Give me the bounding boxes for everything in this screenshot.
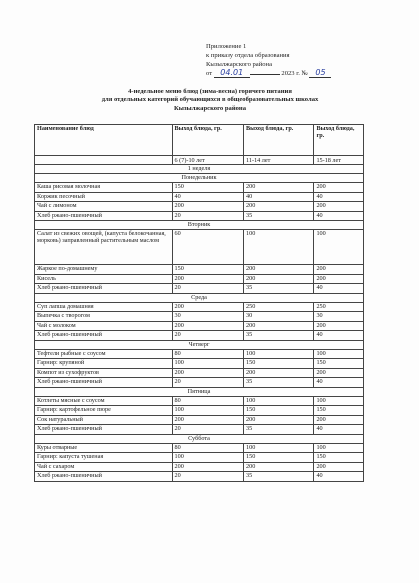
appendix-line-3: Кызылжарского района [206, 61, 273, 68]
portion-11-14-cell: 35 [244, 331, 314, 341]
date-prefix: от [206, 70, 213, 77]
day-row [35, 340, 364, 349]
portion-11-14-cell: 100 [244, 349, 314, 359]
dish-name-cell: Выпечка с творогом [35, 312, 173, 322]
portion-15-18-cell: 250 [314, 302, 364, 312]
dish-name-cell: Хлеб ржано-пшеничный [35, 211, 173, 221]
header-output-3: Выход блюда, гр. [314, 125, 364, 156]
dish-name-cell: Гарнир: капуста тушеная [35, 453, 173, 463]
table-row [35, 396, 364, 406]
title-line-1: 4-недельное меню блюд (зима-весна) горячего питания [128, 88, 292, 95]
portion-15-18-cell: 40 [314, 331, 364, 341]
portion-6-10-cell: 20 [172, 331, 244, 341]
portion-15-18-cell: 200 [314, 274, 364, 284]
table-row [35, 425, 364, 435]
menu-table [34, 124, 364, 482]
portion-6-10-cell: 100 [172, 359, 244, 369]
table-row [35, 192, 364, 202]
dish-name-cell: Чай с молоком [35, 321, 173, 331]
day-label: Четверг [35, 340, 364, 349]
table-row [35, 406, 364, 416]
title-line-2: для отдельных категорий обучающихся в общеобразовательных школах [101, 96, 319, 104]
week-row [35, 165, 364, 174]
portion-11-14-cell: 200 [244, 462, 314, 472]
table-row [35, 302, 364, 312]
portion-15-18-cell: 150 [314, 359, 364, 369]
year-number-text: 2023 г. № [281, 70, 308, 77]
table-row [35, 453, 364, 463]
age-cell-1: 6 (7)-10 лет [172, 156, 244, 165]
day-row [35, 174, 364, 183]
table-row [35, 321, 364, 331]
day-row [35, 434, 364, 443]
portion-11-14-cell: 200 [244, 202, 314, 212]
portion-11-14-cell: 100 [244, 396, 314, 406]
table-row [35, 415, 364, 425]
table-row [35, 349, 364, 359]
portion-11-14-cell: 200 [244, 415, 314, 425]
portion-15-18-cell: 100 [314, 349, 364, 359]
portion-6-10-cell: 20 [172, 378, 244, 388]
table-row [35, 443, 364, 453]
portion-6-10-cell: 100 [172, 406, 244, 416]
portion-15-18-cell: 40 [314, 192, 364, 202]
portion-11-14-cell: 35 [244, 425, 314, 435]
portion-11-14-cell: 200 [244, 274, 314, 284]
dish-name-cell: Коржик песочный [35, 192, 173, 202]
dish-name-cell: Каша рисовая молочная [35, 183, 173, 193]
table-row [35, 462, 364, 472]
date-blank [250, 74, 280, 75]
portion-15-18-cell: 200 [314, 415, 364, 425]
portion-6-10-cell: 60 [172, 230, 244, 265]
portion-11-14-cell: 200 [244, 321, 314, 331]
portion-15-18-cell: 200 [314, 462, 364, 472]
portion-6-10-cell: 150 [172, 183, 244, 193]
portion-11-14-cell: 250 [244, 302, 314, 312]
portion-6-10-cell: 200 [172, 368, 244, 378]
table-row [35, 312, 364, 322]
portion-15-18-cell: 100 [314, 230, 364, 265]
appendix-line-2: к приказу отдела образования [206, 52, 290, 59]
portion-6-10-cell: 150 [172, 265, 244, 275]
portion-11-14-cell: 200 [244, 265, 314, 275]
portion-6-10-cell: 80 [172, 349, 244, 359]
portion-6-10-cell: 200 [172, 202, 244, 212]
portion-15-18-cell: 40 [314, 425, 364, 435]
portion-6-10-cell: 100 [172, 453, 244, 463]
portion-6-10-cell: 80 [172, 396, 244, 406]
portion-11-14-cell: 35 [244, 378, 314, 388]
dish-name-cell: Хлеб ржано-пшеничный [35, 425, 173, 435]
dish-name-cell: Тефтели рыбные с соусом [35, 349, 173, 359]
portion-15-18-cell: 200 [314, 368, 364, 378]
appendix-block [206, 42, 331, 78]
day-label: Понедельник [35, 174, 364, 183]
portion-15-18-cell: 150 [314, 453, 364, 463]
dish-name-cell: Хлеб ржано-пшеничный [35, 284, 173, 294]
portion-15-18-cell: 200 [314, 183, 364, 193]
day-row [35, 221, 364, 230]
day-label: Среда [35, 293, 364, 302]
table-row [35, 274, 364, 284]
table-row [35, 368, 364, 378]
dish-name-cell: Чай с сахаром [35, 462, 173, 472]
portion-15-18-cell: 40 [314, 472, 364, 482]
dish-name-cell: Жаркое по-домашнему [35, 265, 173, 275]
portion-15-18-cell: 40 [314, 378, 364, 388]
document-title [30, 88, 390, 113]
portion-15-18-cell: 100 [314, 443, 364, 453]
portion-6-10-cell: 20 [172, 472, 244, 482]
dish-name-cell: Гарнир: картофельное пюре [35, 406, 173, 416]
week-label: 1 неделя [35, 165, 364, 174]
dish-name-cell: Хлеб ржано-пшеничный [35, 472, 173, 482]
header-dish-name: Наименование блюд [35, 125, 173, 156]
portion-11-14-cell: 30 [244, 312, 314, 322]
portion-6-10-cell: 20 [172, 284, 244, 294]
portion-6-10-cell: 30 [172, 312, 244, 322]
portion-11-14-cell: 35 [244, 284, 314, 294]
dish-name-cell: Гарнир: крупяной [35, 359, 173, 369]
dish-name-cell: Сок натуральный [35, 415, 173, 425]
dish-name-cell: Суп лапша домашняя [35, 302, 173, 312]
portion-15-18-cell: 40 [314, 284, 364, 294]
dish-name-cell: Кисель [35, 274, 173, 284]
handwritten-date: 04.01 [214, 69, 250, 78]
portion-11-14-cell: 150 [244, 453, 314, 463]
age-cell-2: 11-14 лет [244, 156, 314, 165]
portion-6-10-cell: 200 [172, 274, 244, 284]
header-row [35, 125, 364, 156]
age-cell-empty [35, 156, 173, 165]
portion-15-18-cell: 200 [314, 202, 364, 212]
table-row [35, 331, 364, 341]
portion-11-14-cell: 100 [244, 443, 314, 453]
portion-6-10-cell: 20 [172, 425, 244, 435]
table-row [35, 284, 364, 294]
appendix-date-line [206, 69, 331, 78]
dish-name-cell: Салат из свежих овощей, (капуста белокочанная, морковь) заправленный растительным маслом [35, 230, 173, 265]
appendix-line-1: Приложение 1 [206, 43, 247, 50]
portion-11-14-cell: 35 [244, 472, 314, 482]
day-label: Вторник [35, 221, 364, 230]
portion-6-10-cell: 200 [172, 415, 244, 425]
dish-name-cell: Хлеб ржано-пшеничный [35, 378, 173, 388]
table-row [35, 265, 364, 275]
portion-11-14-cell: 150 [244, 406, 314, 416]
dish-name-cell: Компот из сухофруктов [35, 368, 173, 378]
portion-11-14-cell: 200 [244, 368, 314, 378]
handwritten-order-number: 05 [309, 69, 331, 78]
dish-name-cell: Чай с лимоном [35, 202, 173, 212]
title-line-3: Кызылжарского района [173, 104, 247, 112]
portion-6-10-cell: 200 [172, 321, 244, 331]
portion-11-14-cell: 35 [244, 211, 314, 221]
portion-11-14-cell: 40 [244, 192, 314, 202]
dish-name-cell: Куры отварные [35, 443, 173, 453]
day-row [35, 293, 364, 302]
portion-15-18-cell: 100 [314, 396, 364, 406]
table-row [35, 230, 364, 265]
dish-name-cell: Хлеб ржано-пшеничный [35, 331, 173, 341]
day-label: Суббота [35, 434, 364, 443]
portion-15-18-cell: 150 [314, 406, 364, 416]
day-label: Пятница [35, 387, 364, 396]
portion-15-18-cell: 40 [314, 211, 364, 221]
day-row [35, 387, 364, 396]
table-row [35, 359, 364, 369]
portion-6-10-cell: 40 [172, 192, 244, 202]
table-row [35, 472, 364, 482]
header-output-1: Выход блюда, гр. [172, 125, 244, 156]
table-row [35, 183, 364, 193]
portion-15-18-cell: 200 [314, 265, 364, 275]
dish-name-cell: Котлеты мясные с соусом [35, 396, 173, 406]
header-output-2: Выход блюда, гр. [244, 125, 314, 156]
portion-6-10-cell: 80 [172, 443, 244, 453]
age-row [35, 156, 364, 165]
portion-6-10-cell: 200 [172, 462, 244, 472]
portion-11-14-cell: 200 [244, 183, 314, 193]
portion-6-10-cell: 200 [172, 302, 244, 312]
portion-11-14-cell: 100 [244, 230, 314, 265]
portion-15-18-cell: 200 [314, 321, 364, 331]
table-row [35, 202, 364, 212]
portion-11-14-cell: 150 [244, 359, 314, 369]
portion-6-10-cell: 20 [172, 211, 244, 221]
table-row [35, 211, 364, 221]
table-row [35, 378, 364, 388]
age-cell-3: 15-18 лет [314, 156, 364, 165]
portion-15-18-cell: 30 [314, 312, 364, 322]
